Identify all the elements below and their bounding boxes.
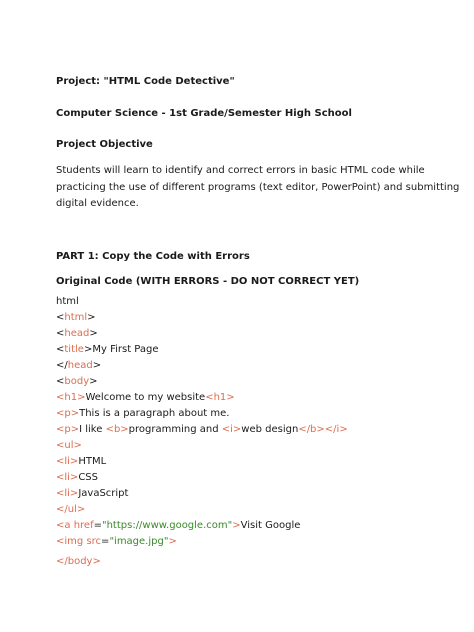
project-title: Project: "HTML Code Detective" <box>56 76 235 87</box>
code-line: <head> <box>56 328 98 339</box>
code-line: <h1>Welcome to my website<h1> <box>56 392 235 403</box>
code-line: </ul> <box>56 504 86 515</box>
code-line: <title>My First Page <box>56 344 159 355</box>
part1-heading: PART 1: Copy the Code with Errors <box>56 251 250 262</box>
code-line: <ul> <box>56 440 82 451</box>
objective-paragraph <box>56 163 459 213</box>
code-line: <p>I like <b>programming and <i>web design</b></i> <box>56 424 348 435</box>
code-line: <html> <box>56 312 96 323</box>
objective-line: Students will learn to identify and correct errors in basic HTML code while <box>56 165 425 176</box>
objective-heading: Project Objective <box>56 139 153 150</box>
objective-line: digital evidence. <box>56 198 139 209</box>
code-line: <li>JavaScript <box>56 488 129 499</box>
course-line: Computer Science - 1st Grade/Semester High School <box>56 108 352 119</box>
code-line: <p>This is a paragraph about me. <box>56 408 230 419</box>
original-code-heading: Original Code (WITH ERRORS - DO NOT CORRECT YET) <box>56 276 360 287</box>
objective-line: practicing the use of different programs (text editor, PowerPoint) and submitting <box>56 181 460 193</box>
code-line: <img src="image.jpg"> <box>56 536 177 547</box>
code-line: </head> <box>56 360 102 371</box>
code-line: <li>CSS <box>56 472 99 483</box>
code-line: <body> <box>56 376 98 387</box>
code-line: <li>HTML <box>56 456 107 467</box>
code-line: </body> <box>56 556 101 567</box>
code-line: <a href="https://www.google.com">Visit Google <box>56 520 301 531</box>
code-language-label: html <box>56 296 79 307</box>
